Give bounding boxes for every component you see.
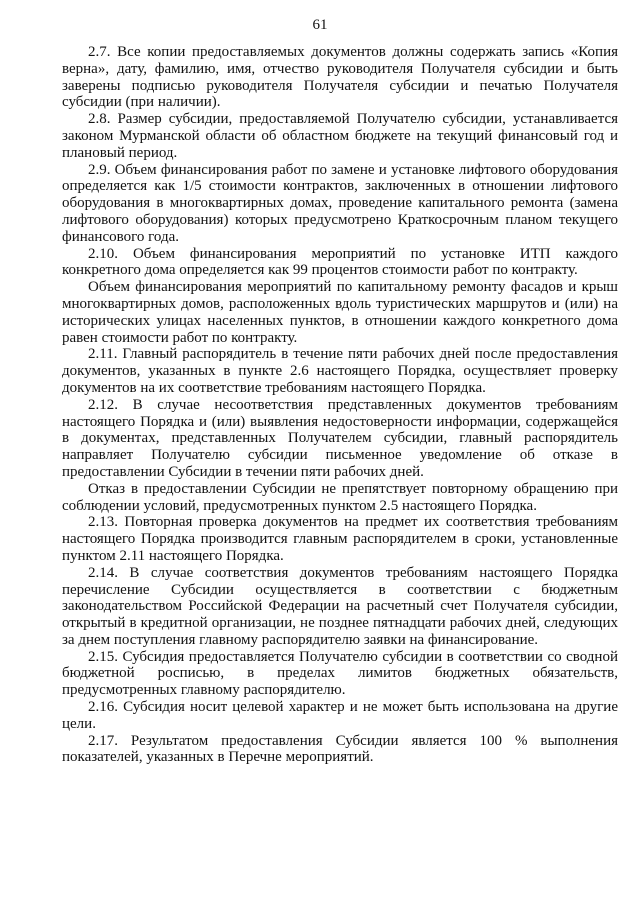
paragraph-2-16: 2.16. Субсидия носит целевой характер и не может быть использована на другие цели.: [62, 699, 618, 732]
paragraph-2-7: 2.7. Все копии предоставляемых документов должны содержать запись «Копия верна», дату, фамилию, имя, отчество руководителя Получателя субсидии и быть заверены подписью руководителя Получателя субсидии и печатью Получателя субсидии (при наличии).: [62, 44, 618, 111]
paragraph-2-10-facades: Объем финансирования мероприятий по капитальному ремонту фасадов и крыш многоквартирных домов, расположенных вдоль туристических маршрутов и (или) на исторических улицах населенных пунктов, в отношении каждого конкретного дома равен стоимости работ по контракту.: [62, 279, 618, 346]
paragraph-2-9: 2.9. Объем финансирования работ по замене и установке лифтового оборудования определяется как 1/5 стоимости контрактов, заключенных в отношении лифтового оборудования в многоквартирных домах, проведение капитального ремонта (замена лифтового оборудования) которых предусмотрено Краткосрочным планом текущего финансового года.: [62, 161, 618, 245]
paragraph-2-17: 2.17. Результатом предоставления Субсидии является 100 % выполнения показателей, указанных в Перечне мероприятий.: [62, 732, 618, 766]
paragraph-2-15: 2.15. Субсидия предоставляется Получателю субсидии в соответствии со сводной бюджетной росписью, в пределах лимитов бюджетных обязательств, предусмотренных главному распорядителю.: [62, 648, 618, 699]
paragraph-2-10: 2.10. Объем финансирования мероприятий по установке ИТП каждого конкретного дома определяется как 99 процентов стоимости работ по контракту.: [62, 245, 618, 279]
paragraph-2-12: 2.12. В случае несоответствия представленных документов требованиям настоящего Порядка и (или) выявления недостоверности информации, содержащейся в документах, представленных Получателем субсидии, главный распорядитель направляет Получателю субсидии письменное уведомление об отказе в предоставлении Субсидии в течении пяти рабочих дней.: [62, 396, 618, 480]
paragraph-2-8: 2.8. Размер субсидии, предоставляемой Получателю субсидии, устанавливается законом Мурманской области об областном бюджете на текущий финансовый год и плановый период.: [62, 111, 618, 161]
document-body: [62, 44, 618, 766]
paragraph-2-13: 2.13. Повторная проверка документов на предмет их соответствия требованиям настоящего Порядка производится главным распорядителем в сроки, установленные пунктом 2.11 настоящего Порядка.: [62, 514, 618, 564]
paragraph-2-11: 2.11. Главный распорядитель в течение пяти рабочих дней после предоставления документов, указанных в пункте 2.6 настоящего Порядка, осуществляет проверку документов на их соответствие требованиям настоящего Порядка.: [62, 346, 618, 396]
paragraph-2-14: 2.14. В случае соответствия документов требованиям настоящего Порядка перечисление Субсидии осуществляется в соответствии с бюджетным законодательством Российской Федерации на расчетный счет Получателя субсидии, открытый в кредитной организации, не позднее пятнадцати рабочих дней, следующих за днем поступления главному распорядителю заявки на финансирование.: [62, 564, 618, 648]
page-number: 61: [312, 17, 328, 33]
paragraph-2-12-refusal: Отказ в предоставлении Субсидии не препятствует повторному обращению при соблюдении условий, предусмотренных пунктом 2.5 настоящего Порядка.: [62, 480, 618, 514]
